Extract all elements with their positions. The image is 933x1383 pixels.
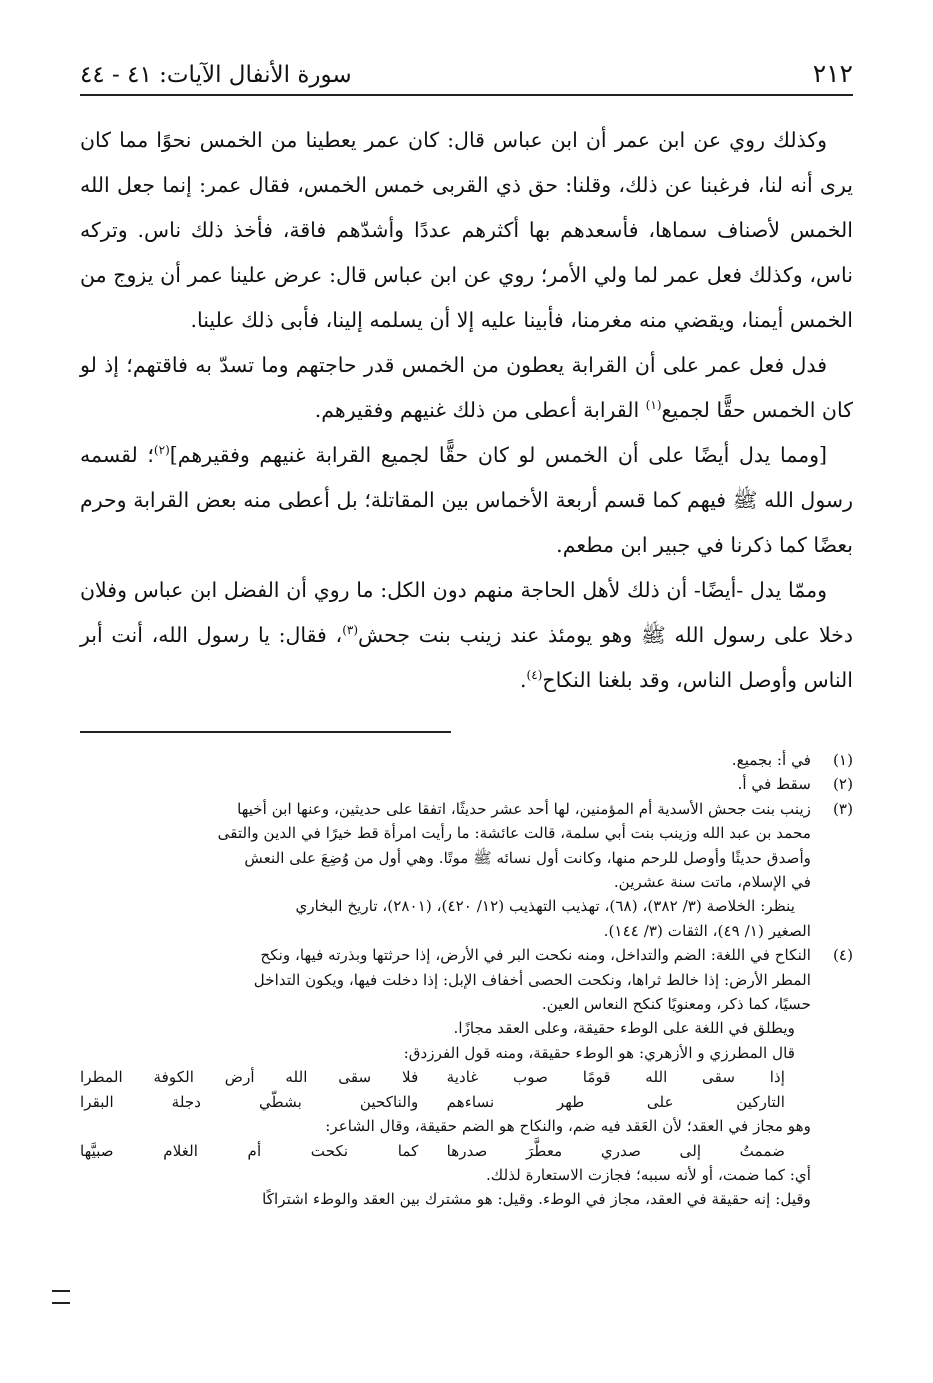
footnote-ref[interactable]: (٣) (342, 623, 359, 638)
footnote-line: وأصدق حديثًا وأوصل للرحم منها، وكانت أول نسائه ﷺ موتًا. وهي أول من وُضِعَ على النعش (244, 848, 811, 867)
footnote-1 (80, 748, 853, 772)
text-line: لو كان الخمس حقًّا لجميع (80, 353, 853, 422)
footnote-divider (80, 731, 451, 733)
text-line: لقسمه رسول الله ﷺ فيهم كما قسم أربعة الأخماس بين المقاتلة؛ بل أعطى منه بعض (80, 443, 853, 512)
text-line: فدل فعل عمر على أن القرابة يعطون من الخمس قدر حاجتهم وما تسدّ به فاقتهم؛ إذ (104, 353, 827, 377)
footnote-line: قال المطرزي و الأزهري: هو الوطء حقيقة، ومنه قول الفرزدق: (403, 1043, 795, 1062)
verse-hemistich: فلا سقى الله أرض الكوفة المطرا (80, 1068, 419, 1087)
page-number: ٢١٢ (812, 59, 853, 88)
verse-hemistich: كما نكحت أم الغلام صبيَّها (80, 1141, 419, 1160)
footnote-number: (١) (832, 751, 853, 769)
footnote-number: (٤) (832, 946, 853, 965)
continuation-mark (52, 1290, 70, 1304)
poem-verse (80, 1090, 811, 1114)
verse-hemistich: والناكحين بشطّي دجلة البقرا (80, 1092, 419, 1111)
footnote-line: ينظر: الخلاصة (٣/ ٣٨٢)، (٦٨)، تهذيب التهذيب (١٢/ ٤٢٠)، (٢٨٠١)، تاريخ البخاري (295, 897, 795, 916)
footnote-line: أي: كما ضمت، أو لأنه سببه؛ فجازت الاستعارة لذلك. (485, 1165, 811, 1184)
text-line: إنما جعل الله الخمس لأصناف سماها، فأسعدهم بها أكثرهم عددًا وأشدّهم فاقة، فأخذ (80, 173, 853, 242)
text-line: عرض علينا عمر أن يزوج من الخمس أيمنا، ويقضي منه مغرمنا، فأبينا عليه إلا أن يسلمه (80, 263, 853, 332)
footnote-number: (٣) (832, 799, 853, 818)
footnote-2 (80, 772, 853, 796)
footnote-line: وقيل: إنه حقيقة في العقد، مجاز في الوطء. وقيل: هو مشترك بين العقد والوطء اشتراكًا (262, 1190, 811, 1209)
footnote-4 (80, 943, 853, 1211)
footnote-line: حسيًا، كما ذكر، ومعنويًا كنكح النعاس العين. (541, 995, 811, 1014)
footnote-line: محمد بن عبد الله وزينب بنت أبي سلمة، قالت عائشة: ما رأيت امرأة قط خيرًا في الدين والتقى (217, 824, 811, 843)
paragraph-3 (80, 433, 853, 568)
footnote-3 (80, 797, 853, 943)
page-header (80, 52, 853, 96)
poem-verse (80, 1065, 811, 1089)
footnote-line: زينب بنت جحش الأسدية أم المؤمنين، لها أحد عشر حديثًا، اتفقا على حديثين، وعنها ابن أخيها (237, 799, 811, 818)
footnote-text: سقط في أ. (737, 775, 811, 794)
footnote-line: المطر الأرض: إذا خالط ثراها، ونكحت الحصى أخفاف الإبل: إذا دخلت فيها، ويكون التداخل (253, 970, 811, 989)
verse-hemistich: إذا سقى الله قومًا صوب غادية (446, 1068, 785, 1087)
paragraph-4 (80, 568, 853, 703)
footnote-line: وهو مجاز في العقد؛ لأن العَقد فيه ضم، والنكاح هو الضم حقيقة، وقال الشاعر: (325, 1117, 811, 1136)
footnote-line: في الإسلام، ماتت سنة عشرين. (613, 873, 811, 892)
footnote-number: (٢) (832, 775, 853, 794)
footnote-text: في أ: بجميع. (731, 751, 811, 769)
main-text (80, 118, 853, 703)
text-line: [ومما يدل أيضًا على أن الخمس لو كان حقًّا لجميع القرابة غنيهم وفقيرهم] (169, 443, 827, 467)
paragraph-2 (80, 343, 853, 433)
verse-hemistich: ضممتُ إلى صدري معطَّرَ صدرها (446, 1141, 785, 1160)
footnote-line: ويطلق في اللغة على الوطء حقيقة، وعلى العقد مجازًا. (453, 1019, 795, 1038)
footnote-body (80, 943, 811, 1211)
footnote-ref[interactable]: (٢) (153, 443, 170, 458)
footnote-ref[interactable]: (٤) (526, 668, 543, 683)
footnotes (80, 748, 853, 1212)
poem-verse (80, 1139, 811, 1163)
punctuation: . (520, 668, 527, 692)
text-line: وممّا يدل -أيضًا- أن ذلك لأهل الحاجة منهم دون الكل: ما روي أن الفضل (223, 578, 827, 602)
verse-hemistich: التاركين على طهر نساءهم (446, 1092, 785, 1111)
text-line: ابن عباس وفلان دخلا على رسول الله ﷺ وهو يومئذ عند زينب بنت (80, 578, 853, 647)
paragraph-1 (80, 118, 853, 343)
text-line: كان يرى أنه لنا، فرغبنا عن ذلك، وقلنا: حق ذي القربى خمس الخمس، فقال عمر: (80, 128, 853, 197)
footnote-ref[interactable]: (١) (645, 398, 662, 413)
footnote-body (80, 797, 811, 943)
footnote-line: الصغير (١/ ٤٩)، الثقات (٣/ ١٤٤). (603, 921, 811, 940)
text-line: إلينا، فأبى ذلك علينا. (190, 308, 363, 332)
text-line: وكذلك روي عن ابن عمر أن ابن عباس قال: كان عمر يعطينا من الخمس نحوًا مما (119, 128, 827, 152)
text-line: القرابة أعطى من ذلك غنيهم وفقيرهم. (314, 398, 646, 422)
text-line: القرابة وحرم بعضًا كما ذكرنا في جبير ابن مطعم. (80, 488, 853, 557)
text-line: ذلك ناس. وتركه ناس، وكذلك فعل عمر لما ولي الأمر؛ روي عن ابن عباس قال: (80, 218, 853, 287)
text-line: جحش (358, 623, 411, 647)
text-line: ، فقال: يا رسول الله، أنت أبر الناس وأوصل الناس، وقد بلغنا النكاح (80, 623, 853, 692)
footnote-line: النكاح في اللغة: الضم والتداخل، ومنه نكحت البر في الأرض، إذا حرثتها وبذرته فيها، ونكح (260, 946, 811, 965)
punctuation: ؛ (147, 443, 154, 467)
running-title: سورة الأنفال الآيات: ٤١ - ٤٤ (80, 62, 352, 88)
